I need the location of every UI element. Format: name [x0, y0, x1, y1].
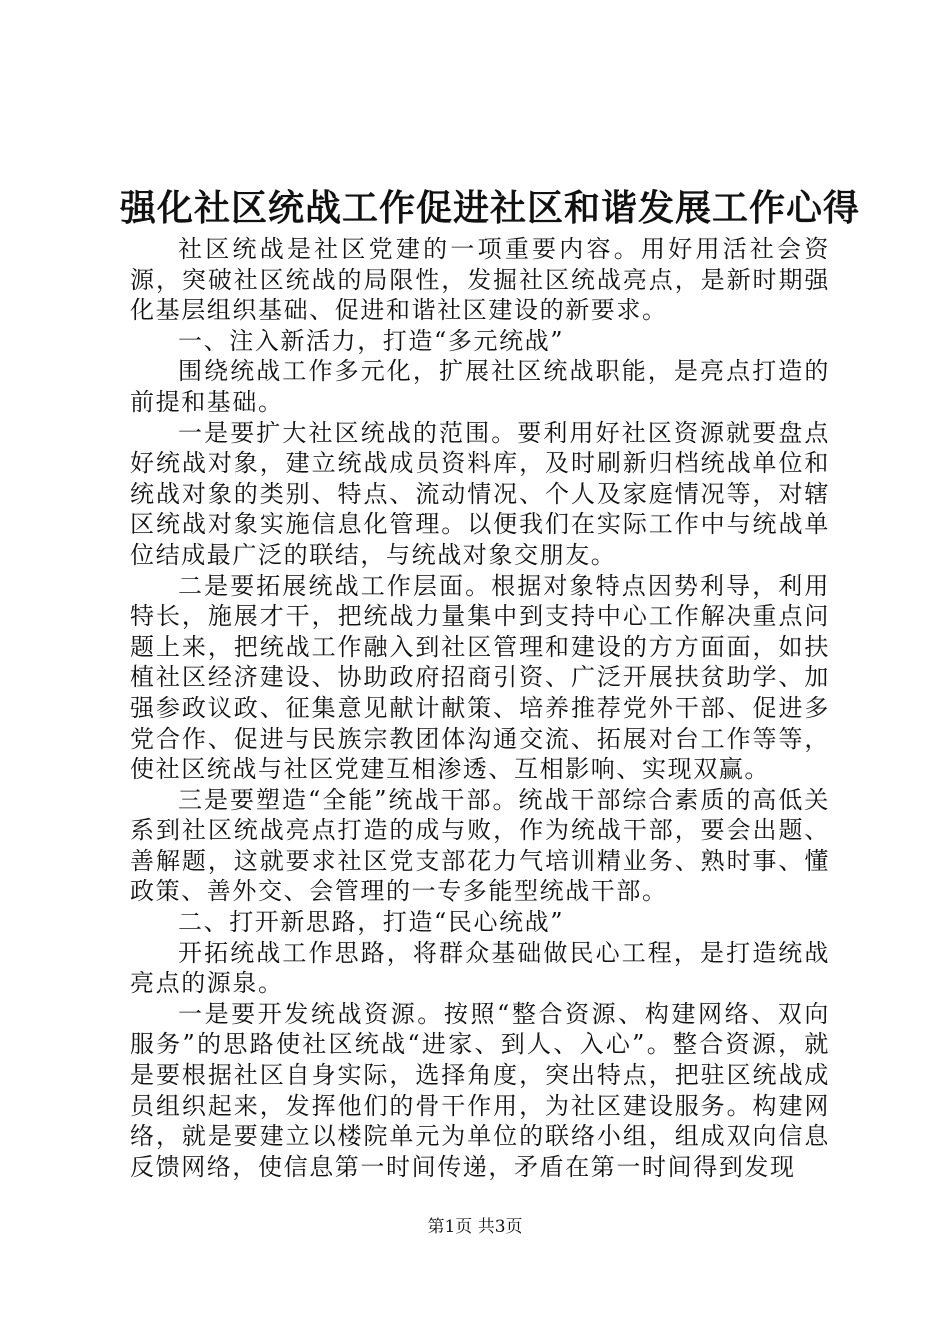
paragraph: 一是要扩大社区统战的范围。要利用好社区资源就要盘点好统战对象，建立统战成员资料库，及时刷新归档统战单位和统战对象的类别、特点、流动情况、个人及家庭情况等，对辖区统战对象实施信息化管理。以便我们在实际工作中与统战单位结成最广泛的联结，与统战对象交朋友。: [130, 418, 830, 569]
paragraph: 三是要塑造“全能”统战干部。统战干部综合素质的高低关系到社区统战亮点打造的成与败，作为统战干部，要会出题、善解题，这就要求社区党支部花力气培训精业务、熟时事、懂政策、善外交、会管理的一专多能型统战干部。: [130, 785, 830, 906]
document-title: 强化社区统战工作促进社区和谐发展工作心得: [120, 187, 861, 229]
document-body: [130, 234, 830, 1182]
paragraph: 开拓统战工作思路，将群众基础做民心工程，是打造统战亮点的源泉。: [130, 938, 830, 998]
paragraph-intro: 社区统战是社区党建的一项重要内容。用好用活社会资源，突破社区统战的局限性，发掘社区统战亮点，是新时期强化基层组织基础、促进和谐社区建设的新要求。: [130, 235, 830, 325]
page-footer: 第1页 共3页: [427, 1217, 523, 1237]
section-heading-1: 一、注入新活力，打造“多元统战”: [178, 326, 565, 355]
section-heading-2: 二、打开新思路，打造“民心统战”: [178, 908, 565, 937]
paragraph: 一是要开发统战资源。按照“整合资源、构建网络、双向服务”的思路使社区统战“进家、到人、入心”。整合资源，就是要根据社区自身实际，选择角度，突出特点，把驻区统战成员组织起来，发挥他们的骨干作用，为社区建设服务。构建网络，就是要建立以楼院单元为单位的联络小组，组成双向信息反馈网络，使信息第一时间传递，矛盾在第一时间得到发现: [130, 999, 830, 1181]
paragraph: 围绕统战工作多元化，扩展社区统战职能，是亮点打造的前提和基础。: [130, 357, 830, 416]
paragraph: 二是要拓展统战工作层面。根据对象特点因势利导，利用特长，施展才干，把统战力量集中到支持中心工作解决重点问题上来，把统战工作融入到社区管理和建设的方方面面，如扶植社区经济建设、协助政府招商引资、广泛开展扶贫助学、加强参政议政、征集意见献计献策、培养推荐党外干部、促进多党合作、促进与民族宗教团体沟通交流、拓展对台工作等等，使社区统战与社区党建互相渗透、互相影响、实现双赢。: [130, 571, 830, 784]
